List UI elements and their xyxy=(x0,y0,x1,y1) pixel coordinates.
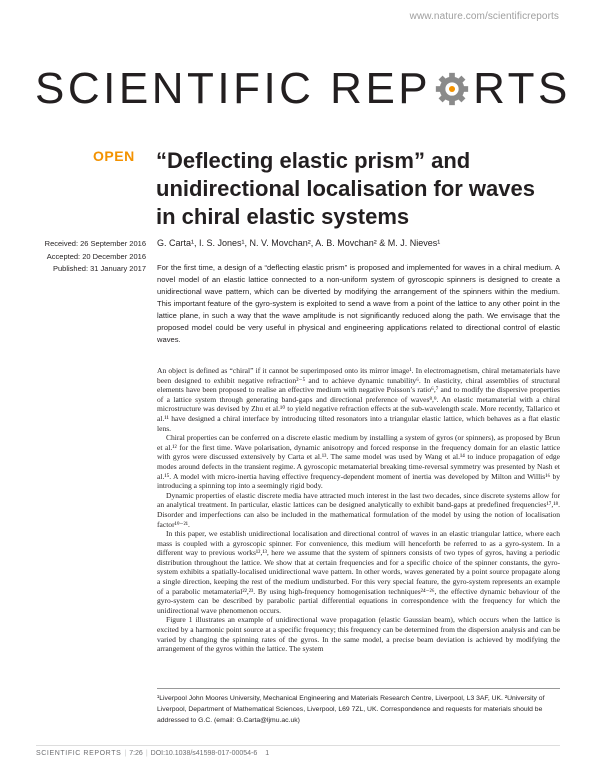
top-bar xyxy=(0,0,595,30)
footer-volume: 7:26 xyxy=(129,750,143,757)
journal-name-end: RTS xyxy=(473,64,571,113)
footer-journal: SCIENTIFIC REPORTS xyxy=(36,750,122,757)
abstract: For the first time, a design of a “deflecting elastic prism” is proposed and implemented for waves in a chiral medium. A novel model of an elastic lattice connected to a non-uniform system of gyroscopic spinners is designed to create a unidirectional wave pattern, which can be diverted by modifying the arrangement of the spinners within the medium. This important feature of the gyro-system is exploited to send a wave from a point of the lattice to any other point in the lattice plane, in such a way that the wave amplitude is not significantly reduced along the path. We envisage that the proposed model could be very useful in physical and engineering applications related to directional control of elastic waves. xyxy=(157,263,560,344)
gear-icon xyxy=(433,70,471,108)
accepted-date: Accepted: 20 December 2016 xyxy=(46,251,146,261)
body-paragraph: Chiral properties can be conferred on a discrete elastic medium by installing a system of gyros (or spinners), as proposed by Brun et al.¹² for the first time. Wave polarisation, dynamic anisotropy and forced response in the frequency domain for an elastic lattice with gyros were discussed extensively by Carta et al.¹³. The same model was used by Wang et al.¹⁴ to induce propagation of edge modes around defects in the transient regime. A gyroscopic metamaterial breaking time-reversal symmetry was presented by Nash et al.¹⁵. A model with micro-inertia having effective frequency-dependent moment of inertia was developed by Milton and Willis¹⁶ by introducing a spinning top into a seemingly rigid body. xyxy=(157,433,560,491)
body-paragraph: An object is defined as “chiral” if it cannot be superimposed onto its mirror image¹. In electromagnetism, chiral metamaterials have been designed to exhibit negative refraction²⁻⁵ and to achieve dynamic tunability⁶. In elasticity, chiral assemblies of structural elements have been proposed to realise an effective medium with negative Poisson’s ratio⁶,⁷ and to modify the dispersive properties of a lattice system through generating band-gaps and directional preference of waves⁸,⁹. An elastic metamaterial with a chiral microstructure was devised by Zhu et al.¹⁰ to yield negative refraction effects at the sub-wavelength scale. More recently, Tallarico et al.¹¹ have designed a chiral interface by introducing tilted resonators into a triangular elastic lattice, which behaves as a flat elastic lens. xyxy=(157,366,560,433)
journal-url[interactable]: www.nature.com/scientificreports xyxy=(409,11,559,22)
article-dates xyxy=(36,238,146,276)
page-number: 1 xyxy=(265,750,270,757)
journal-logo-text xyxy=(35,64,571,114)
open-access-badge: OPEN xyxy=(93,148,135,164)
article-body xyxy=(157,366,560,654)
footer-doi[interactable]: DOI:10.1038/s41598-017-00054-6 xyxy=(150,750,258,757)
page-footer: SCIENTIFIC REPORTS | 7:26 | DOI:10.1038/s41598-017-00054-6 1 xyxy=(36,750,270,757)
affiliations: ¹Liverpool John Moores University, Mechanical Engineering and Materials Research Centre, Liverpool, L3 3AF, UK. ²University of Liverpool, Department of Mathematical Sciences, Liverpool, L69 7ZL, UK. Correspondence and requests for materials should be addressed to G.C. (email: G.Carta@ljmu.ac.uk) xyxy=(157,695,545,724)
article-title: “Deflecting elastic prism” and unidirectional localisation for waves in chiral elastic systems xyxy=(156,148,535,229)
body-paragraph: Figure 1 illustrates an example of unidirectional wave propagation (elastic Gaussian beam), which occurs when the lattice is excited by a harmonic point source at a specific frequency; this frequency can be determined from the dispersion analysis and can be varied by changing the spinning rates of the gyros. In the same model, a precise beam deviation is achieved by modifying the arrangement of the gyros within the lattice. The system xyxy=(157,615,560,654)
journal-logo xyxy=(35,60,571,122)
journal-name: SCIENTIFIC REP xyxy=(35,64,432,113)
affiliations-divider xyxy=(157,688,560,689)
published-date: Published: 31 January 2017 xyxy=(53,264,146,273)
body-paragraph: In this paper, we establish unidirectional localisation and directional control of waves in an elastic triangular lattice, where each mass is coupled with a gyroscopic spinner. For convenience, this medium will henceforth be referred to as a gyro-system. In a different way to previous works¹²,¹³, here we assume that the system of spinners consists of two types of gyros, having a periodic distribution throughout the lattice. We show that at certain frequencies and for a specific choice of the spinner constants, the gyro-system exhibits a spatially-localised unidirectional wave pattern. In other words, waves generated by a point source propagate along a single direction, keeping the rest of the medium undisturbed. For this very special feature, the gyro-system represents an example of a parabolic metamaterial²²,²³. By using high-frequency homogenisation techniques²⁴⁻²⁶, the effective dynamic behaviour of the gyro-system can be described by parabolic partial differential equations in correspondence with the frequency for which the unidirectional wave phenomenon occurs. xyxy=(157,529,560,615)
received-date: Received: 26 September 2016 xyxy=(44,239,146,248)
author-list: G. Carta¹, I. S. Jones¹, N. V. Movchan², A. B. Movchan² & M. J. Nieves¹ xyxy=(157,238,441,248)
footer-divider xyxy=(36,745,560,746)
body-paragraph: Dynamic properties of elastic discrete media have attracted much interest in the last two decades, since discrete systems allow for an analytical treatment. In particular, elastic lattices can be designed analytically to exhibit band-gaps at predefined frequencies¹⁷,¹⁸. Disorder and imperfections can also be included in the mathematical formulation of the model by using the notion of localisation factor¹⁹⁻²¹. xyxy=(157,490,560,529)
